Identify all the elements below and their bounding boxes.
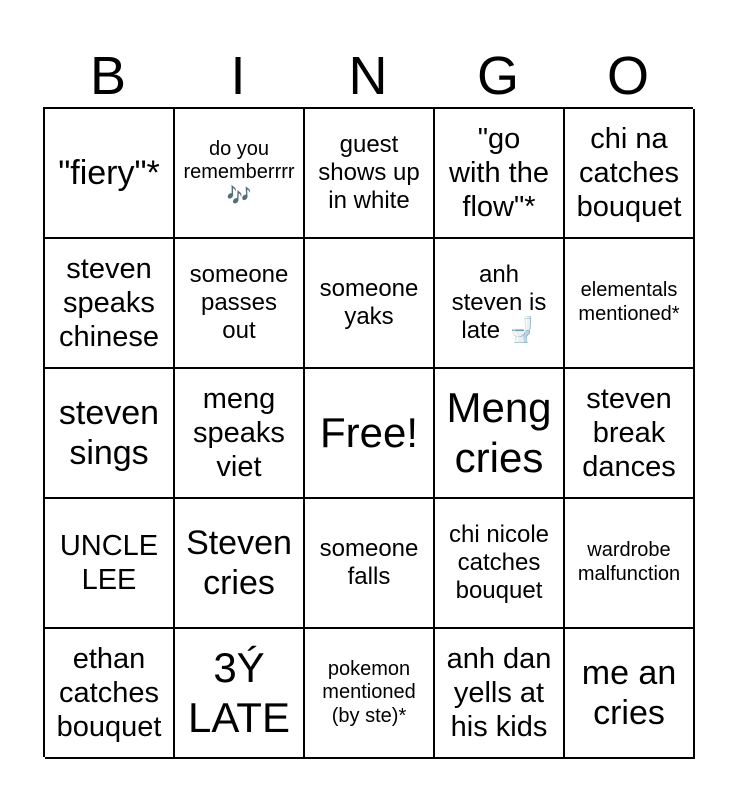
- cell-text: wardrobe malfunction: [577, 539, 681, 585]
- cell-text: chi na catches bouquet: [576, 122, 682, 224]
- header-letter-o: O: [606, 46, 649, 106]
- bingo-cell-r5c4[interactable]: [435, 629, 565, 759]
- cell-text: ethan catches bouquet: [56, 642, 162, 744]
- bingo-cell-r2c4[interactable]: [435, 239, 565, 369]
- bingo-cell-r4c5[interactable]: [565, 499, 695, 629]
- cell-text: Meng cries: [446, 384, 552, 481]
- cell-text: me an cries: [581, 653, 677, 732]
- bingo-cell-r2c5[interactable]: [565, 239, 695, 369]
- cell-text: "fiery"*: [58, 153, 160, 192]
- cell-text: 3Ý LATE: [188, 644, 290, 741]
- cell-text: guest shows up in white: [318, 130, 420, 215]
- cell-text: UNCLE LEE: [59, 529, 159, 596]
- cell-text: elementals mentioned*: [578, 279, 680, 325]
- bingo-cell-r1c2[interactable]: [175, 109, 305, 239]
- bingo-grid: [43, 107, 693, 757]
- bingo-cell-r2c3[interactable]: [305, 239, 435, 369]
- bingo-cell-r5c1[interactable]: [45, 629, 175, 759]
- header-letter-n: N: [348, 46, 388, 106]
- cell-text: chi nicole catches bouquet: [448, 520, 550, 605]
- bingo-cell-r5c5[interactable]: [565, 629, 695, 759]
- bingo-cell-r4c4[interactable]: [435, 499, 565, 629]
- bingo-cell-r3c2[interactable]: [175, 369, 305, 499]
- bingo-cell-free[interactable]: [305, 369, 435, 499]
- cell-text: Steven cries: [186, 523, 292, 602]
- cell-text: Free!: [319, 409, 419, 457]
- cell-text: pokemon mentioned (by ste)*: [322, 657, 416, 727]
- bingo-cell-r5c3[interactable]: [305, 629, 435, 759]
- header-letter-b: B: [89, 46, 127, 106]
- bingo-cell-r1c5[interactable]: [565, 109, 695, 239]
- bingo-cell-r3c5[interactable]: [565, 369, 695, 499]
- cell-text: meng speaks viet: [193, 382, 285, 484]
- cell-text: steven break dances: [582, 382, 676, 484]
- bingo-cell-r4c3[interactable]: [305, 499, 435, 629]
- bingo-cell-r5c2[interactable]: [175, 629, 305, 759]
- cell-text: anh dan yells at his kids: [446, 642, 552, 744]
- cell-text: steven sings: [58, 393, 160, 472]
- bingo-cell-r1c1[interactable]: [45, 109, 175, 239]
- bingo-header: [43, 44, 693, 108]
- cell-text: someone passes out: [189, 260, 289, 345]
- cell-text: steven speaks chinese: [59, 252, 159, 354]
- cell-text: someone yaks: [319, 274, 419, 330]
- cell-text: someone falls: [319, 534, 419, 590]
- bingo-cell-r1c4[interactable]: [435, 109, 565, 239]
- header-letter-i: I: [230, 46, 246, 106]
- bingo-cell-r3c1[interactable]: [45, 369, 175, 499]
- cell-text: "go with the flow"*: [449, 122, 549, 224]
- bingo-cell-r2c1[interactable]: [45, 239, 175, 369]
- bingo-cell-r4c1[interactable]: [45, 499, 175, 629]
- header-letter-g: G: [476, 46, 519, 106]
- bingo-cell-r2c2[interactable]: [175, 239, 305, 369]
- cell-text: anh steven is late 🚽: [451, 260, 547, 345]
- bingo-cell-r4c2[interactable]: [175, 499, 305, 629]
- bingo-cell-r1c3[interactable]: [305, 109, 435, 239]
- cell-text: do you rememberrrr 🎶: [183, 137, 295, 207]
- bingo-cell-r3c4[interactable]: [435, 369, 565, 499]
